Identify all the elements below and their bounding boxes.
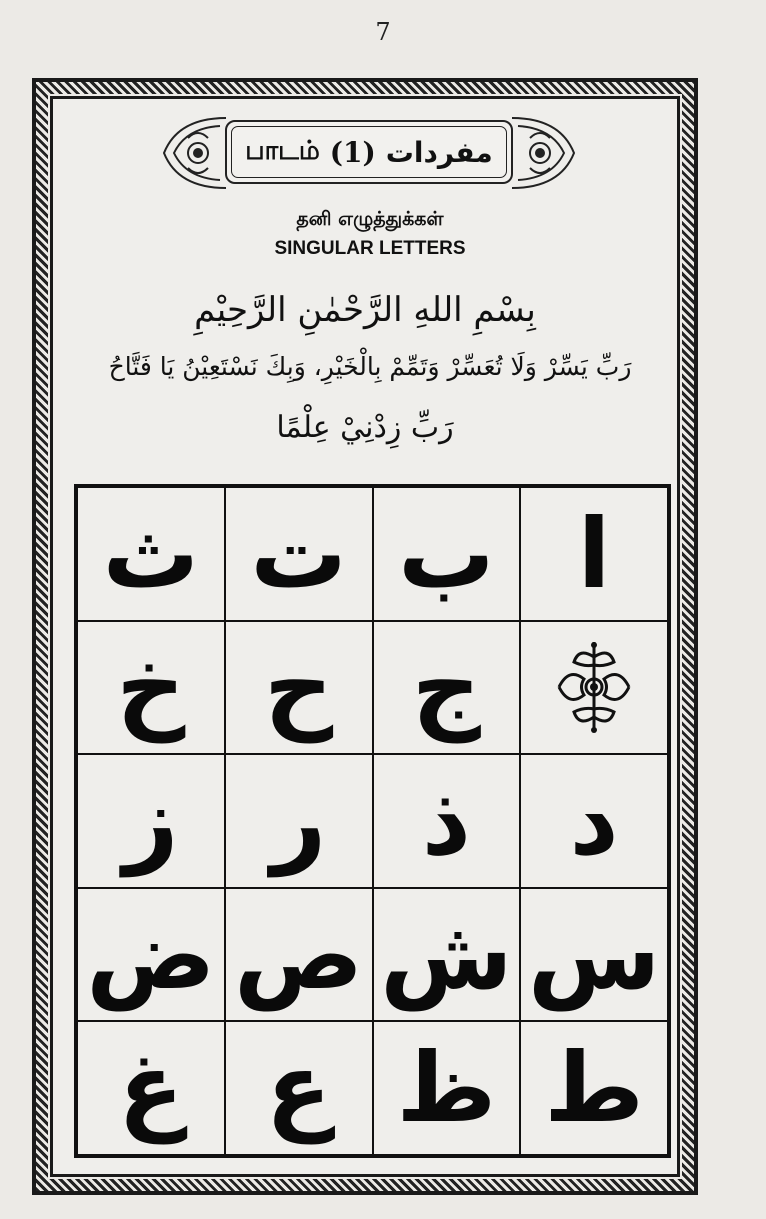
dua-text: رَبِّ يَسِّرْ وَلَا تُعَسِّرْ وَتَمِّمْ بِالْخَيْرِ، وَبِكَ نَسْتَعِيْنُ يَا فَتَّاحُ	[108, 352, 632, 381]
floral-ornament-icon	[158, 108, 228, 198]
subtitle-tamil: தனி எழுத்துக்கள்	[296, 208, 444, 230]
letter-cell: ش	[373, 888, 521, 1022]
letter-cell: ب	[373, 487, 521, 621]
letter-cell: ص	[225, 888, 373, 1022]
lesson-title	[225, 120, 513, 184]
letter-cell: غ	[77, 1021, 225, 1155]
title-number: (1)	[329, 135, 376, 169]
letter-cell: ج	[373, 621, 521, 755]
letter-cell: خ	[77, 621, 225, 755]
letter-cell: ث	[77, 487, 225, 621]
letter-cell: د	[520, 754, 668, 888]
letter-cell: ز	[77, 754, 225, 888]
floral-ornament-icon	[549, 637, 639, 737]
letter-cell: ح	[225, 621, 373, 755]
letter-cell: ظ	[373, 1021, 521, 1155]
letter-cell: ع	[225, 1021, 373, 1155]
letters-grid	[74, 484, 671, 1158]
letter-cell: ر	[225, 754, 373, 888]
bismillah-text: بِسْمِ اللهِ الرَّحْمٰنِ الرَّحِيْمِ	[194, 290, 536, 330]
floral-ornament-icon	[510, 108, 580, 198]
dua-knowledge-text: رَبِّ زِدْنِيْ عِلْمًا	[276, 410, 454, 445]
letter-cell: ذ	[373, 754, 521, 888]
page-number: 7	[375, 18, 391, 46]
subtitle-english: SINGULAR LETTERS	[274, 238, 466, 259]
letter-cell: ت	[225, 487, 373, 621]
ornament-cell	[520, 621, 668, 755]
letter-cell: ا	[520, 487, 668, 621]
letter-cell: ط	[520, 1021, 668, 1155]
title-arabic: مفردات	[385, 135, 493, 169]
title-tamil: பாடம்	[245, 135, 320, 166]
letter-cell: س	[520, 888, 668, 1022]
letter-cell: ض	[77, 888, 225, 1022]
